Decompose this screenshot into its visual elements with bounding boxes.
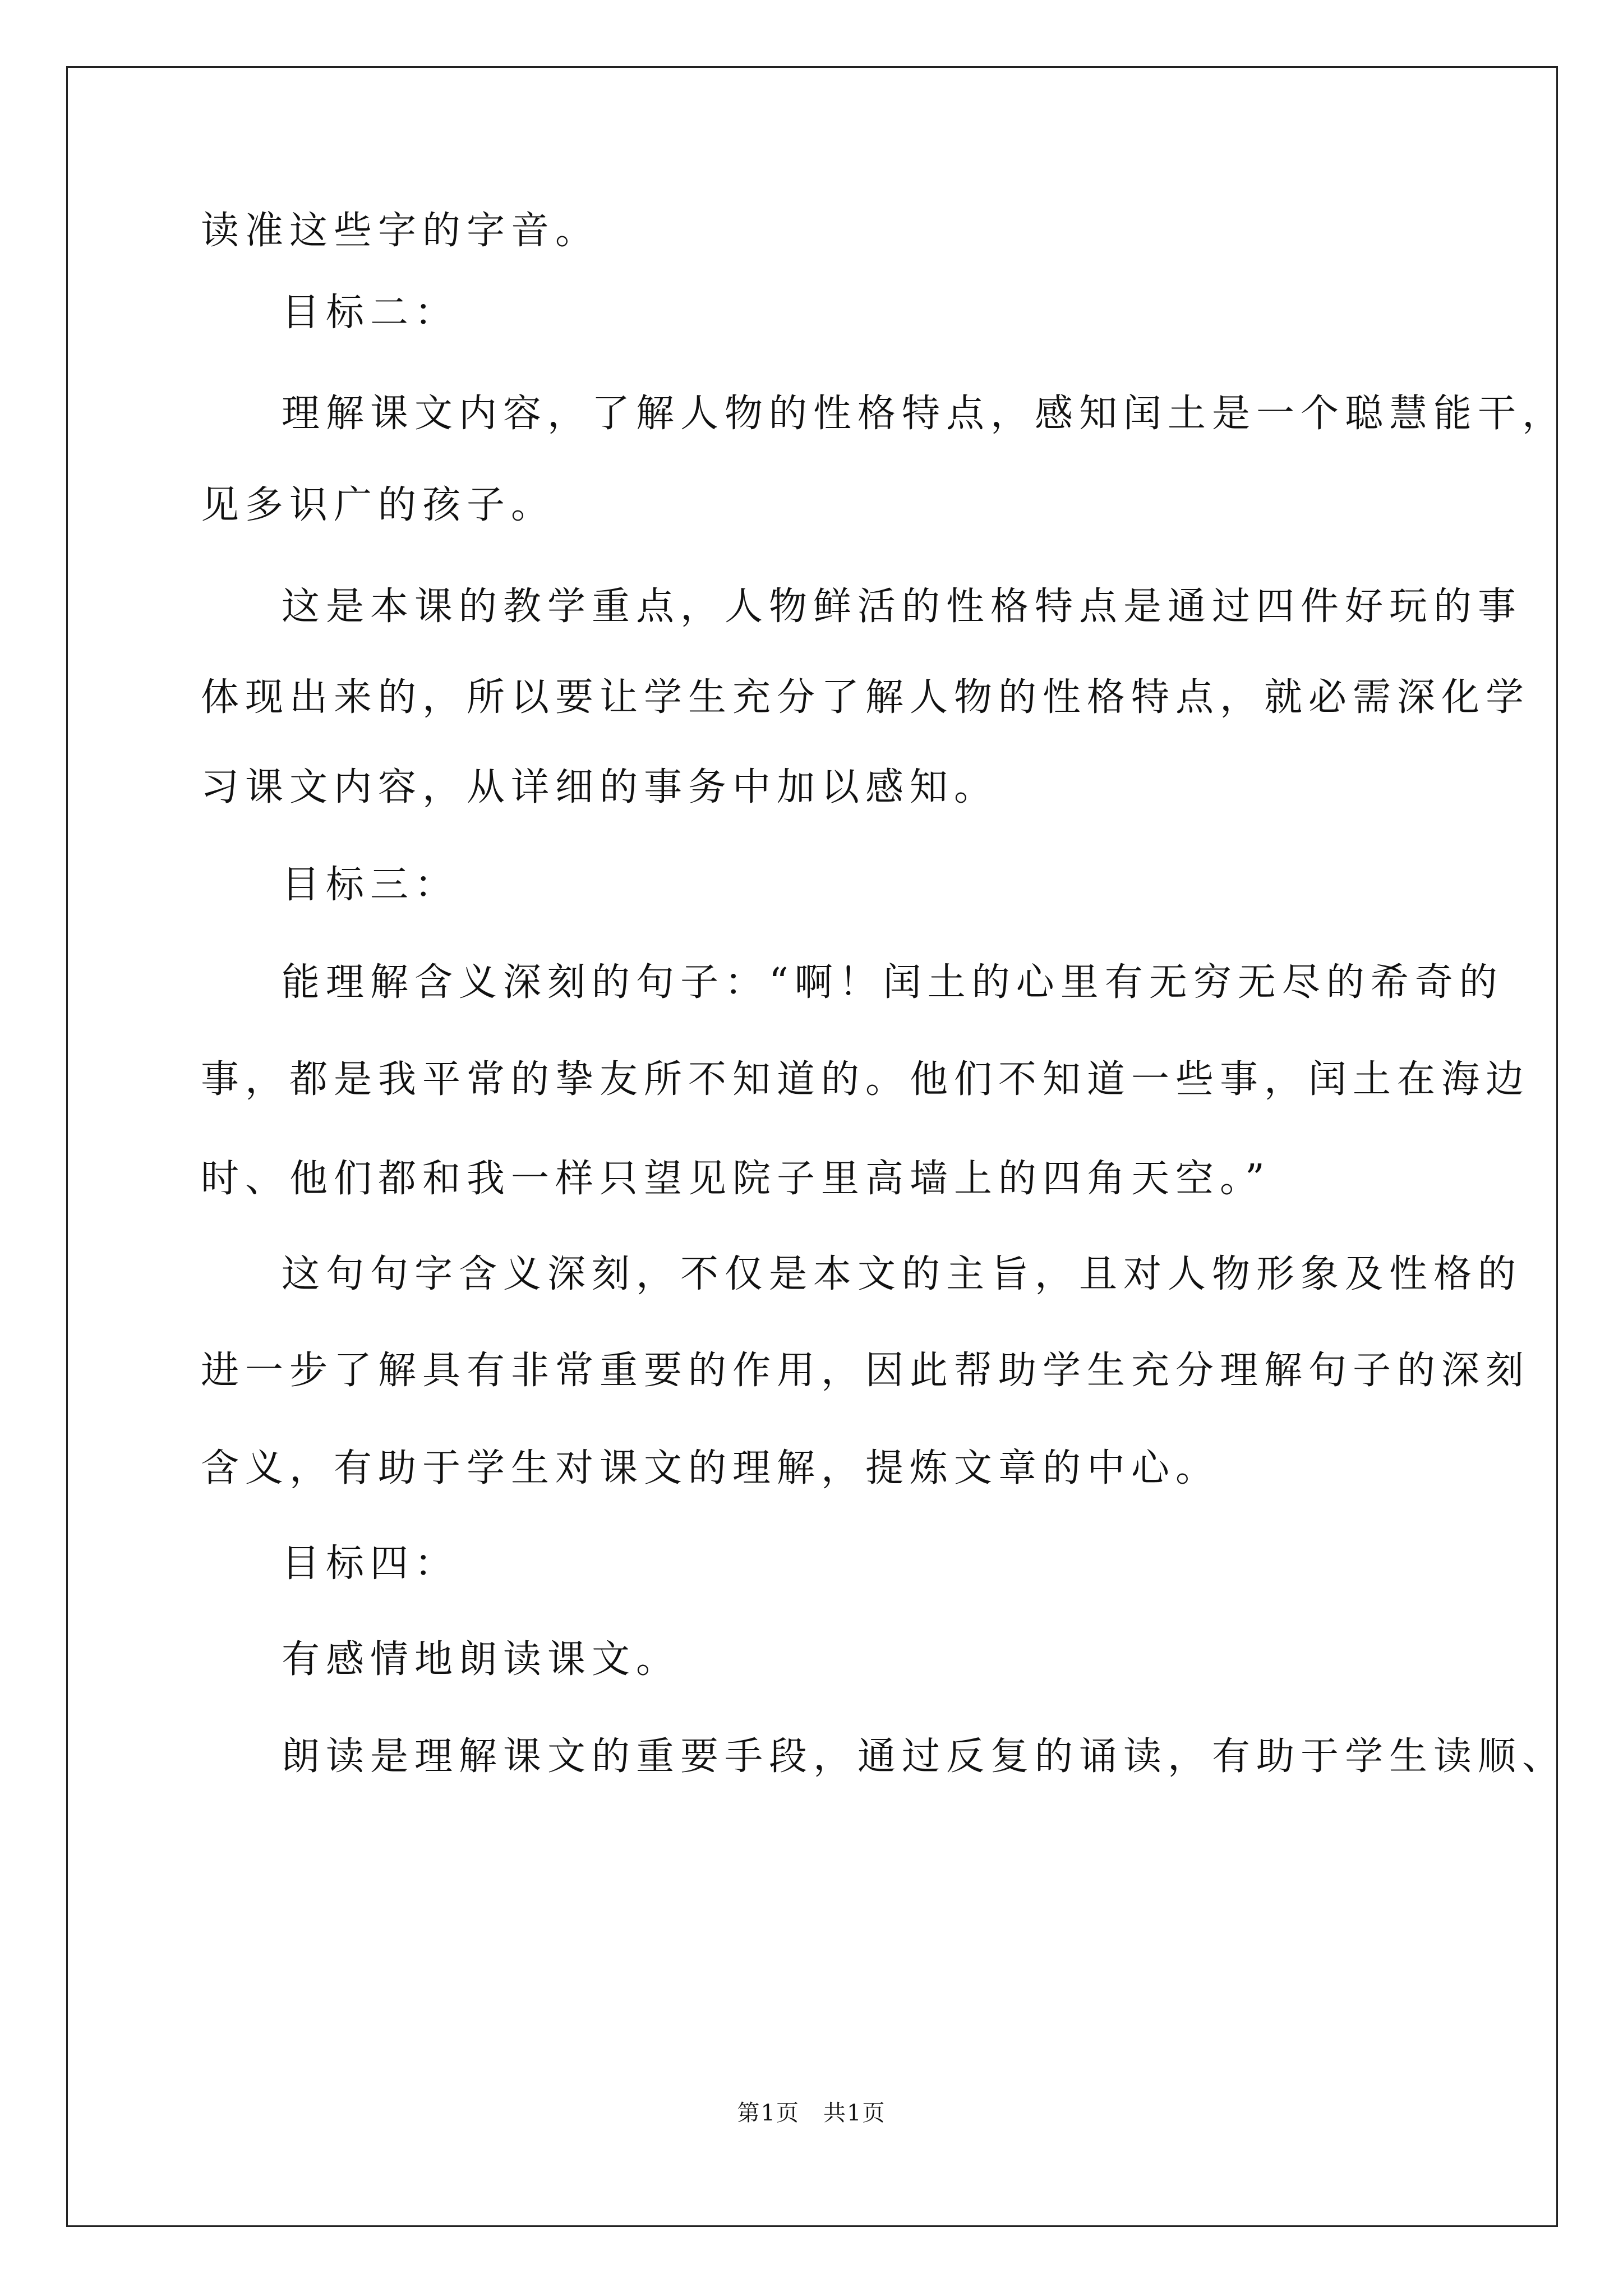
text-line: 读准这些字的字音。: [201, 209, 600, 253]
paragraph-line: 朗读是理解课文的重要手段，通过反复的诵读，有助于学生读顺、: [282, 1734, 1567, 1779]
page-number: 第1页 共1页: [737, 2100, 886, 2126]
paragraph-line: 事，都是我平常的挚友所不知道的。他们不知道一些事，闰土在海边: [201, 1057, 1530, 1102]
paragraph-line: 进一步了解具有非常重要的作用，因此帮助学生充分理解句子的深刻: [201, 1349, 1530, 1393]
paragraph-line: 含义，有助于学生对课文的理解，提炼文章的中心。: [201, 1446, 1220, 1490]
paragraph-line: 时、他们都和我一样只望见院子里高墙上的四角天空。”: [201, 1157, 1271, 1201]
paragraph-line: 习课文内容，从详细的事务中加以感知。: [201, 765, 999, 809]
paragraph-line: 这句句字含义深刻，不仅是本文的主旨，且对人物形象及性格的: [282, 1252, 1523, 1296]
paragraph-line: 理解课文内容，了解人物的性格特点，感知闰土是一个聪慧能干，: [282, 392, 1567, 436]
page-border: [66, 66, 1558, 2227]
section-heading: 目标三：: [282, 863, 459, 907]
paragraph-line: 有感情地朗读课文。: [282, 1637, 681, 1682]
paragraph-line: 能理解含义深刻的句子：“啊！闰土的心里有无穷无尽的希奇的: [282, 960, 1504, 1005]
paragraph-line: 见多识广的孩子。: [201, 483, 556, 527]
paragraph-line: 体现出来的，所以要让学生充分了解人物的性格特点，就必需深化学: [201, 675, 1530, 720]
paragraph-line: 这是本课的教学重点，人物鲜活的性格特点是通过四件好玩的事: [282, 585, 1523, 629]
section-heading: 目标四：: [282, 1542, 459, 1586]
section-heading: 目标二：: [282, 291, 459, 335]
